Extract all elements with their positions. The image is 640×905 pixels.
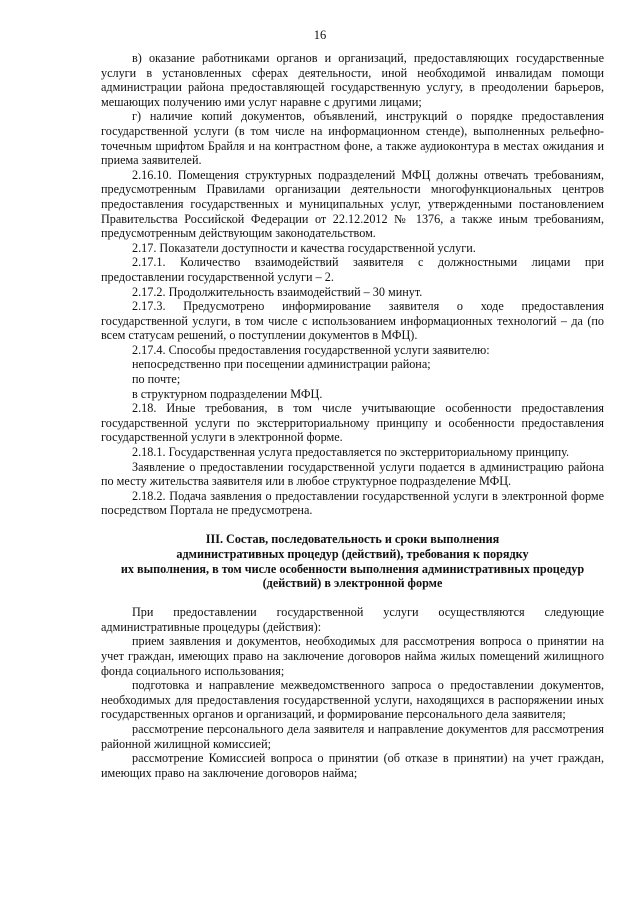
paragraph-2-17-2: 2.17.2. Продолжительность взаимодействий – 30 минут. [132, 284, 423, 299]
paragraph-2-17-4: 2.17.4. Способы предоставления государственной услуги заявителю: [132, 342, 490, 357]
procedure-item: подготовка и направление межведомственного запроса о предоставлении документов, необходимых для предоставления государственной услуги, находящихся в распоряжении иных государственных органов и организаций, и формирование персонального дела заявителя; [101, 678, 604, 722]
spacer [101, 518, 604, 532]
section-heading [101, 532, 604, 591]
procedure-item: прием заявления и документов, необходимых для рассмотрения вопроса о принятии на учет граждан, имеющих право на заключение договоров найма жилых помещений жилищного фонда социального использования; [101, 634, 604, 678]
method-mfc: в структурном подразделении МФЦ. [132, 386, 323, 401]
paragraph-2-17-3: 2.17.3. Предусмотрено информирование заявителя о ходе предоставления государственной услуги, в том числе с использованием информационных технологий – да (по всем статусам решений, о поступлении документов в МФЦ). [101, 299, 604, 343]
section-heading-line: (действий) в электронной форме [262, 576, 443, 591]
paragraph-2-17-1: 2.17.1. Количество взаимодействий заявителя с должностными лицами при предоставлении государственной услуги – 2. [101, 255, 604, 284]
section-heading-line: их выполнения, в том числе особенности выполнения административных процедур [120, 561, 585, 576]
paragraph-2-16-10: 2.16.10. Помещения структурных подразделений МФЦ должны отвечать требованиям, предусмотренным Правилами организации деятельности многофункциональных центров предоставления государственных и муниципальных услуг, утвержденными постановлением Правительства Российской Федерации от 22.12.2012 № 1376, а также иным требованиям, предусмотренным действующим законодательством. [101, 167, 604, 241]
paragraph-2-18: 2.18. Иные требования, в том числе учитывающие особенности предоставления государственной услуги по экстерриториальному принципу и особенности предоставления государственной услуги в электронной форме. [101, 401, 604, 445]
procedure-item: рассмотрение персонального дела заявителя и направление документов для рассмотрения районной жилищной комиссией; [101, 721, 604, 751]
procedure-item: рассмотрение Комиссией вопроса о принятии (об отказе в принятии) на учет граждан, имеющих право на заключение договоров найма; [101, 751, 604, 780]
method-by-mail: по почте; [132, 372, 181, 387]
section-heading-line: III. Состав, последовательность и сроки выполнения [205, 532, 500, 546]
procedures-intro: При предоставлении государственной услуги осуществляются следующие административные процедуры (действия): [101, 605, 604, 634]
method-in-person: непосредственно при посещении администрации района; [132, 357, 431, 372]
paragraph-item-g: г) наличие копий документов, объявлений, инструкций о порядке предоставления государственной услуги (в том числе на информационном стенде), выполненных рельефно-точечным шрифтом Брайля и на контрастном фоне, а также аудиоконтура в местах ожидания и приема заявителей. [101, 109, 604, 168]
paragraph-item-v: в) оказание работниками органов и организаций, предоставляющих государственные услуги в установленных сферах деятельности, иной необходимой инвалидам помощи администрации района предоставляющей государственную услугу, в преодолении барьеров, мешающих получению ими услуг наравне с другими лицами; [101, 51, 604, 109]
paragraph-2-17: 2.17. Показатели доступности и качества государственной услуги. [132, 240, 476, 255]
paragraph-2-18-1: 2.18.1. Государственная услуга предоставляется по экстерриториальному принципу. [132, 445, 570, 460]
spacer [101, 591, 604, 605]
paragraph-application: Заявление о предоставлении государственной услуги подается в администрацию района по месту жительства заявителя или в любое структурное подразделение МФЦ. [101, 459, 604, 489]
page-number: 16 [313, 28, 327, 42]
paragraph-2-18-2: 2.18.2. Подача заявления о предоставлении государственной услуги в электронной форме посредством Портала не предусмотрена. [101, 488, 604, 518]
document-body [101, 51, 604, 780]
section-heading-line: административных процедур (действий), требования к порядку [176, 546, 529, 561]
